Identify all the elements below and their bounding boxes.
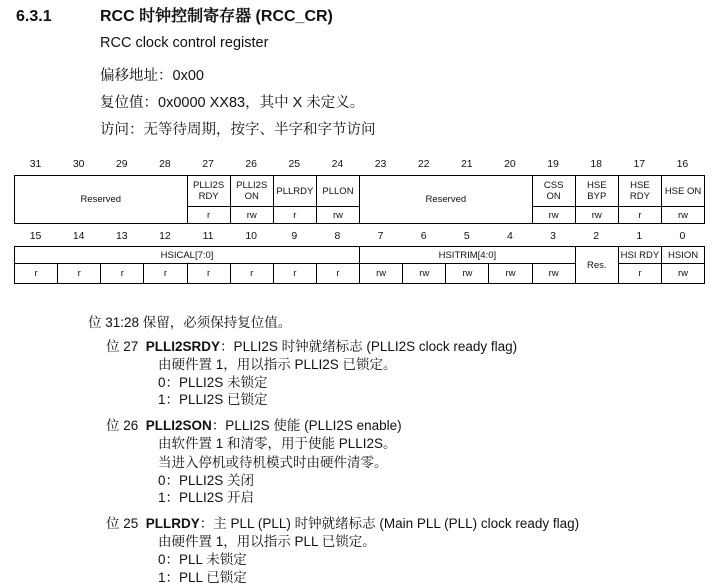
desc-bit25-heading [106, 512, 579, 532]
access-cell: r [58, 264, 101, 284]
low-bit-numbers [14, 230, 704, 244]
bit-number: 26 [245, 158, 258, 170]
register-table-low [14, 246, 705, 284]
desc-line: 0：PLLI2S 未锁定 [158, 375, 268, 390]
desc-bits-31-28: 位 31:28 保留，必须保持复位值。 [88, 315, 292, 330]
access-cell: rw [230, 207, 273, 224]
access-cell: rw [316, 207, 359, 224]
field-reserved-31-28: Reserved [15, 176, 188, 224]
bit-label: 位 26 [106, 418, 139, 433]
access-cell: r [618, 207, 661, 224]
reset-value: 复位值：0x0000 XX83，其中 X 未定义。 [100, 95, 365, 111]
field-hsebyp: HSE BYP [575, 176, 618, 207]
access-cell: rw [446, 264, 489, 284]
access-cell: rw [661, 207, 704, 224]
field-csson: CSS ON [532, 176, 575, 207]
field-hserdy: HSE RDY [618, 176, 661, 207]
bit-number: 13 [115, 230, 128, 242]
bit-number: 30 [72, 158, 85, 170]
desc-line: 当进入停机或待机模式时由硬件清零。 [158, 455, 388, 470]
field-hsical: HSICAL[7:0] [15, 247, 360, 264]
bit-title: ：PLLI2S 时钟就绪标志 (PLLI2S clock ready flag) [220, 339, 518, 354]
desc-line: 由硬件置 1，用以指示 PLLI2S 已锁定。 [158, 357, 397, 372]
access-info: 访问：无等待周期，按字、半字和字节访问 [100, 122, 376, 138]
desc-line: 1：PLLI2S 开启 [158, 490, 255, 505]
bit-number: 29 [115, 158, 128, 170]
field-plli2srdy: PLLI2S RDY [187, 176, 230, 207]
bit-label: 位 27 [106, 339, 139, 354]
access-cell: rw [532, 207, 575, 224]
bit-number: 6 [420, 230, 427, 242]
access-cell: rw [360, 264, 403, 284]
desc-line: 1：PLLI2S 已锁定 [158, 392, 268, 407]
desc-bit27-heading [106, 335, 517, 355]
bit-number: 5 [463, 230, 470, 242]
register-subtitle: RCC clock control register [100, 35, 269, 51]
register-table-high [14, 175, 705, 224]
access-cell: r [144, 264, 187, 284]
field-hseon: HSE ON [661, 176, 704, 207]
access-cell: r [618, 264, 661, 284]
field-hsion: HSION [661, 247, 704, 264]
bit-number: 24 [331, 158, 344, 170]
access-cell: rw [661, 264, 704, 284]
offset-address: 偏移地址：0x00 [100, 68, 204, 84]
bit-number: 9 [291, 230, 298, 242]
desc-line: 由硬件置 1，用以指示 PLL 已锁定。 [158, 534, 376, 549]
field-hsirdy: HSI RDY [618, 247, 661, 264]
access-cell: rw [575, 207, 618, 224]
field-reserved-23-20: Reserved [360, 176, 533, 224]
bit-number: 22 [417, 158, 430, 170]
bit-number: 15 [29, 230, 42, 242]
bit-number: 21 [460, 158, 473, 170]
bit-name: PLLI2SON [145, 418, 212, 433]
access-cell: r [273, 264, 316, 284]
access-cell: r [101, 264, 144, 284]
bit-title: ：主 PLL (PLL) 时钟就绪标志 (Main PLL (PLL) clock ready flag) [199, 516, 580, 531]
field-plli2son: PLLI2S ON [230, 176, 273, 207]
desc-line: 由软件置 1 和清零，用于使能 PLLI2S。 [158, 436, 397, 451]
bit-number: 8 [334, 230, 341, 242]
desc-line: 1：PLL 已锁定 [158, 570, 247, 585]
bit-number: 18 [590, 158, 603, 170]
access-cell: r [187, 264, 230, 284]
bit-name: PLLI2SRDY [145, 339, 221, 354]
bit-number: 7 [377, 230, 384, 242]
field-pllrdy: PLLRDY [273, 176, 316, 207]
bit-number: 17 [633, 158, 646, 170]
field-reserved-bit2: Res. [575, 247, 618, 284]
bit-number: 3 [550, 230, 556, 242]
bit-number: 23 [374, 158, 387, 170]
bit-number: 1 [636, 230, 643, 242]
bit-number: 0 [679, 230, 686, 242]
field-pllon: PLLON [316, 176, 359, 207]
bit-title: ：PLLI2S 使能 (PLLI2S enable) [211, 418, 402, 433]
access-cell: rw [403, 264, 446, 284]
bit-number: 28 [159, 158, 171, 170]
desc-line: 0：PLL 未锁定 [158, 552, 247, 567]
desc-bit26-heading [106, 414, 402, 434]
section-title: RCC 时钟控制寄存器 (RCC_CR) [100, 8, 333, 25]
field-hsitrim: HSITRIM[4:0] [360, 247, 576, 264]
bit-number: 2 [593, 230, 600, 242]
section-number: 6.3.1 [16, 8, 52, 25]
bit-number: 25 [288, 158, 301, 170]
bit-number: 16 [676, 158, 689, 170]
high-bit-numbers [14, 158, 704, 172]
access-cell: rw [489, 264, 532, 284]
bit-name: PLLRDY [145, 516, 200, 531]
bit-number: 11 [202, 230, 214, 242]
access-cell: r [273, 207, 316, 224]
desc-line: 0：PLLI2S 关闭 [158, 473, 255, 488]
bit-number: 20 [504, 158, 516, 170]
bit-number: 27 [202, 158, 214, 170]
access-cell: r [316, 264, 359, 284]
bit-number: 14 [72, 230, 85, 242]
bit-number: 12 [159, 230, 171, 242]
bit-number: 4 [507, 230, 513, 242]
bit-label: 位 25 [106, 516, 139, 531]
access-cell: r [15, 264, 58, 284]
access-cell: r [187, 207, 230, 224]
bit-number: 19 [547, 158, 559, 170]
section-heading [16, 3, 333, 26]
access-cell: r [230, 264, 273, 284]
bit-number: 31 [29, 158, 42, 170]
access-cell: rw [532, 264, 575, 284]
bit-number: 10 [245, 230, 258, 242]
